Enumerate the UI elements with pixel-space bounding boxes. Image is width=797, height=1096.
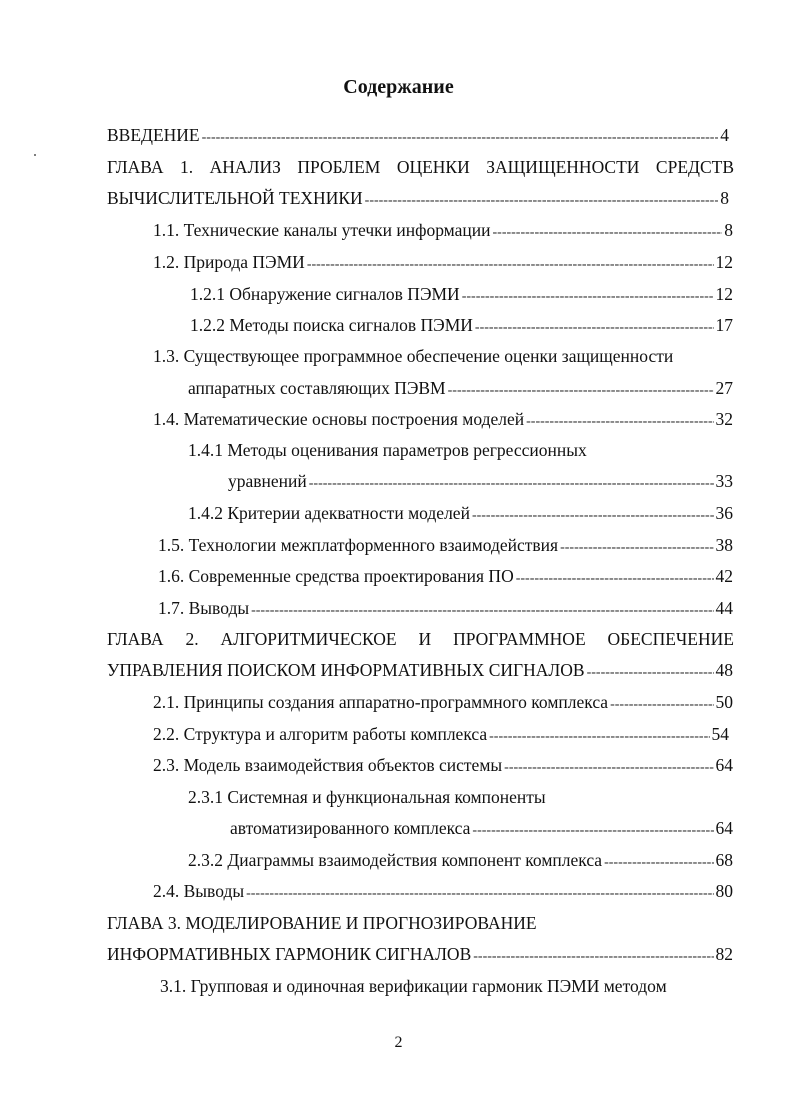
toc-chapter-3-line-2[interactable] — [107, 942, 733, 966]
word: ПРОБЛЕМ — [297, 157, 381, 177]
toc-page: 54 — [711, 724, 729, 744]
toc-leader — [489, 725, 709, 749]
toc-leader — [246, 882, 713, 906]
toc-page: 50 — [715, 692, 733, 712]
word: СРЕДСТВ — [655, 157, 734, 177]
toc-label: ИНФОРМАТИВНЫХ ГАРМОНИК СИГНАЛОВ — [107, 944, 472, 964]
toc-entry-1-4-2[interactable] — [188, 501, 733, 525]
toc-label: 1.4.2 Критерии адекватности моделей — [188, 503, 470, 523]
toc-entry-1-5[interactable] — [158, 533, 733, 557]
toc-page: 4 — [720, 125, 729, 145]
toc-chapter-1-line-1[interactable] — [107, 155, 734, 179]
toc-label: 1.2.1 Обнаружение сигналов ПЭМИ — [190, 284, 460, 304]
toc-page: 44 — [715, 598, 733, 618]
toc-leader — [448, 379, 714, 403]
toc-label: 2.2. Структура и алгоритм работы комплекса — [153, 724, 488, 744]
toc-label: 2.1. Принципы создания аппаратно-программного комплекса — [153, 692, 609, 712]
toc-leader — [473, 945, 713, 969]
toc-leader — [365, 189, 719, 213]
toc-label: 2.4. Выводы — [153, 881, 245, 901]
toc-label: 1.5. Технологии межплатформенного взаимодействия — [158, 535, 559, 555]
toc-entry-1-2-2[interactable] — [190, 313, 733, 337]
toc-page: 8 — [724, 220, 733, 240]
toc-entry-2-4[interactable] — [153, 879, 733, 903]
toc-label: 1.1. Технические каналы утечки информации — [153, 220, 491, 240]
toc-page: 33 — [715, 471, 733, 491]
toc-label: уравнений — [228, 471, 307, 491]
toc-page: 64 — [715, 755, 733, 775]
toc-entry-2-3[interactable] — [153, 753, 733, 777]
toc-leader — [472, 504, 714, 528]
toc-page: 12 — [715, 252, 733, 272]
toc-entry-1-2[interactable] — [153, 250, 733, 274]
word: ОБЕСПЕЧЕНИЕ — [607, 629, 734, 649]
toc-leader — [472, 819, 713, 843]
word: И — [418, 629, 432, 649]
toc-label: ВЫЧИСЛИТЕЛЬНОЙ ТЕХНИКИ — [107, 188, 363, 208]
toc-entry-1-6[interactable] — [158, 564, 733, 588]
toc-label: УПРАВЛЕНИЯ ПОИСКОМ ИНФОРМАТИВНЫХ СИГНАЛОВ — [107, 660, 585, 680]
word: АЛГОРИТМИЧЕСКОЕ — [220, 629, 397, 649]
toc-leader — [202, 126, 719, 150]
page-number: 2 — [394, 1034, 403, 1051]
toc-leader — [516, 567, 714, 591]
toc-entry-1-4-1-line-2[interactable] — [228, 469, 733, 493]
toc-label: аппаратных составляющих ПЭВМ — [188, 378, 446, 398]
toc-leader — [493, 221, 723, 245]
toc-leader — [309, 472, 714, 496]
toc-entry-2-1[interactable] — [153, 690, 733, 714]
toc-page: 17 — [715, 315, 733, 335]
toc-page: 8 — [720, 188, 729, 208]
toc-leader — [526, 410, 713, 434]
toc-label: 2.3.2 Диаграммы взаимодействия компонент комплекса — [188, 850, 603, 870]
toc-entry-2-3-1-line-2[interactable] — [230, 816, 733, 840]
toc-chapter-3-line-1[interactable]: ГЛАВА 3. МОДЕЛИРОВАНИЕ И ПРОГНОЗИРОВАНИЕ — [107, 913, 537, 933]
word: 2. — [185, 629, 199, 649]
word: ГЛАВА — [107, 157, 164, 177]
word: ОЦЕНКИ — [396, 157, 470, 177]
toc-label: 1.7. Выводы — [158, 598, 250, 618]
word: АНАЛИЗ — [209, 157, 281, 177]
toc-entry-1-4-1-line-1[interactable]: 1.4.1 Методы оценивания параметров регрессионных — [188, 440, 587, 460]
toc-leader — [475, 316, 714, 340]
toc-entry-1-1[interactable] — [153, 218, 733, 242]
toc-page: 38 — [715, 535, 733, 555]
toc-leader — [251, 599, 713, 623]
toc-leader — [560, 536, 713, 560]
toc-label: ВВЕДЕНИЕ — [107, 125, 200, 145]
toc-leader — [462, 285, 714, 309]
toc-label: автоматизированного комплекса — [230, 818, 471, 838]
toc-label: 1.2. Природа ПЭМИ — [153, 252, 305, 272]
toc-page: 48 — [715, 660, 733, 680]
toc-page: 64 — [715, 818, 733, 838]
scan-speck — [34, 154, 36, 156]
toc-page: 42 — [715, 566, 733, 586]
toc-page: 68 — [715, 850, 733, 870]
toc-entry-2-3-2[interactable] — [188, 848, 733, 872]
toc-label: 2.3. Модель взаимодействия объектов системы — [153, 755, 503, 775]
word: ПРОГРАММНОЕ — [453, 629, 586, 649]
toc-label: 1.4. Математические основы построения моделей — [153, 409, 525, 429]
toc-page: 82 — [715, 944, 733, 964]
toc-leader — [604, 851, 713, 875]
toc-entry-3-1-line-1[interactable]: 3.1. Групповая и одиночная верификации гармоник ПЭМИ методом — [160, 976, 667, 996]
toc-entry-intro[interactable] — [107, 123, 729, 147]
toc-entry-1-3-line-2[interactable] — [188, 376, 733, 400]
page-title: Содержание — [343, 76, 454, 98]
toc-entry-1-7[interactable] — [158, 596, 733, 620]
toc-page: 27 — [715, 378, 733, 398]
word: ГЛАВА — [107, 629, 164, 649]
word: 1. — [180, 157, 194, 177]
toc-entry-1-2-1[interactable] — [190, 282, 733, 306]
toc-label: 1.6. Современные средства проектирования ПО — [158, 566, 514, 586]
toc-label: 1.2.2 Методы поиска сигналов ПЭМИ — [190, 315, 473, 335]
word: ЗАЩИЩЕННОСТИ — [486, 157, 640, 177]
toc-page: 32 — [715, 409, 733, 429]
toc-chapter-1-line-2[interactable] — [107, 186, 729, 210]
toc-entry-1-4[interactable] — [153, 407, 733, 431]
toc-leader — [504, 756, 713, 780]
toc-entry-2-3-1-line-1[interactable]: 2.3.1 Системная и функциональная компоненты — [188, 787, 546, 807]
toc-page: 80 — [715, 881, 733, 901]
toc-entry-1-3-line-1[interactable]: 1.3. Существующее программное обеспечение оценки защищенности — [153, 346, 674, 366]
toc-chapter-2-line-2[interactable] — [107, 658, 733, 682]
toc-page: 36 — [715, 503, 733, 523]
toc-entry-2-2[interactable] — [153, 722, 729, 746]
toc-leader — [307, 253, 714, 277]
toc-leader — [587, 661, 714, 685]
toc-page: 12 — [715, 284, 733, 304]
toc-leader — [610, 693, 713, 717]
toc-chapter-2-line-1[interactable] — [107, 627, 734, 651]
